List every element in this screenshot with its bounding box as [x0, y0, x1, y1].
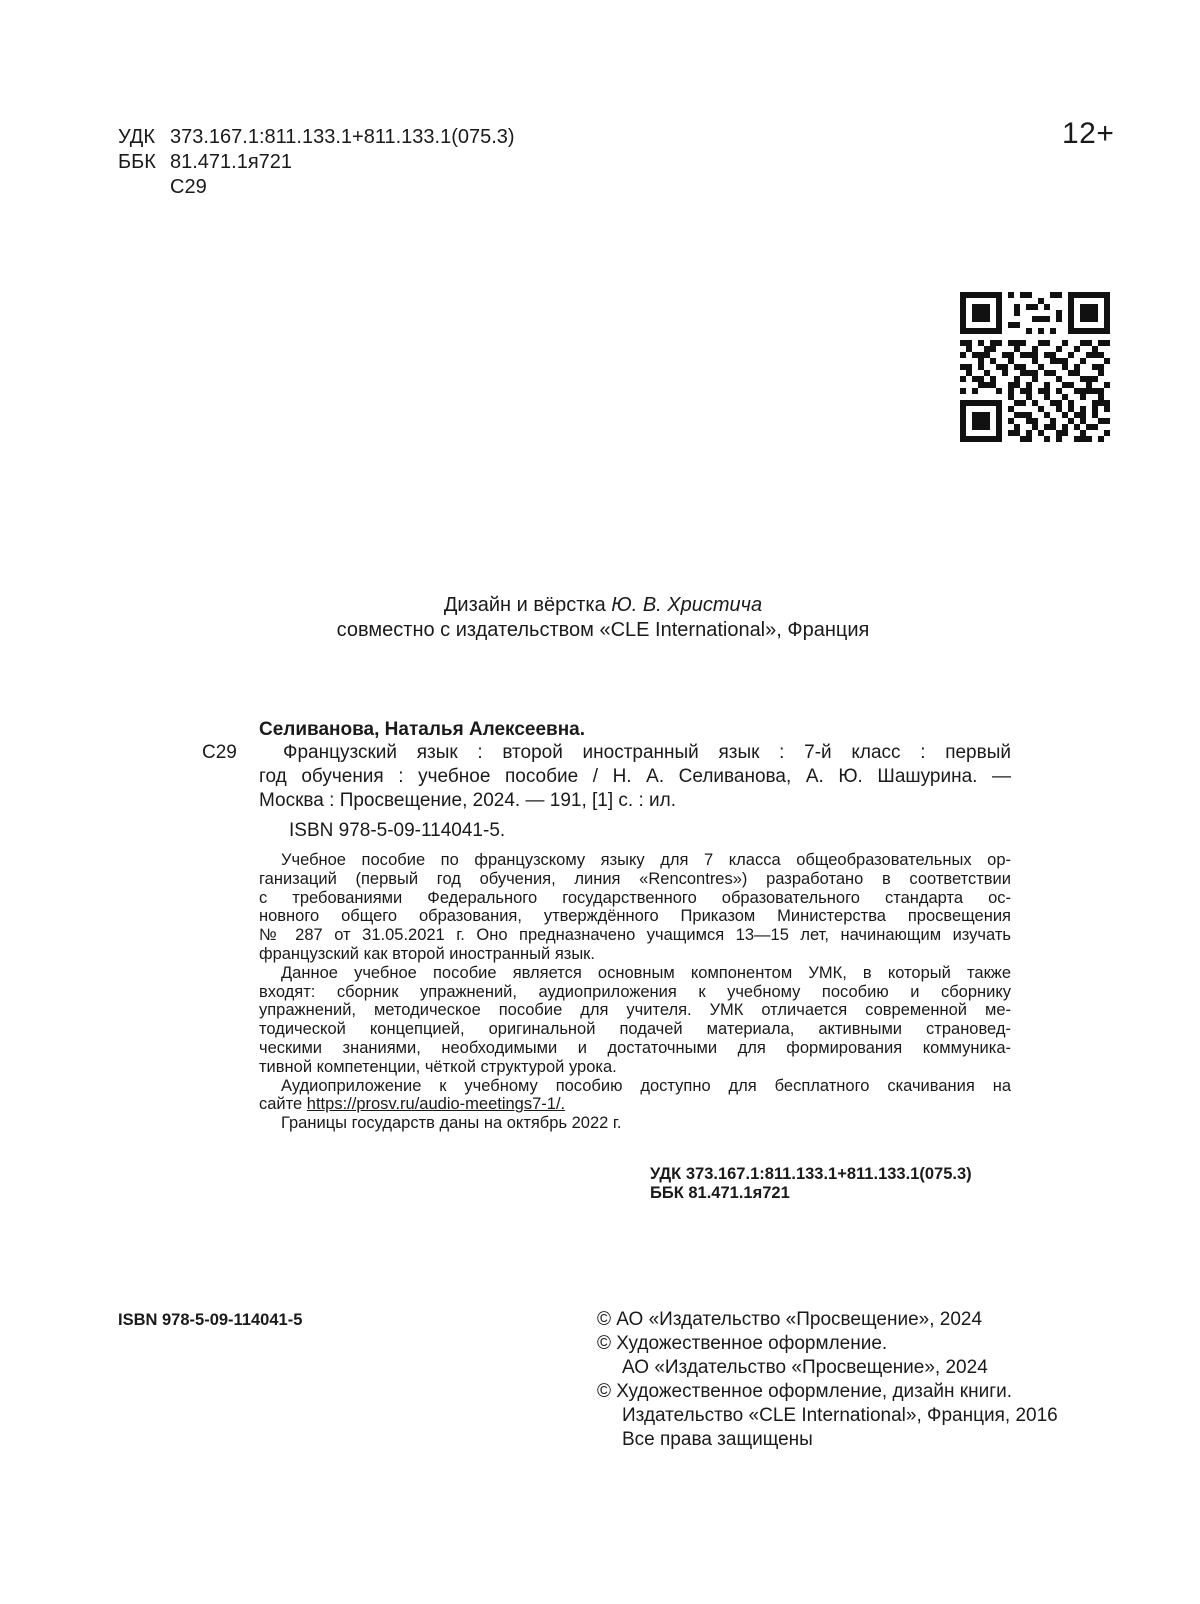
udk-value: 373.167.1:811.133.1+811.133.1(075.3) — [170, 126, 515, 148]
catalog-author-mark: С29 — [202, 742, 237, 763]
age-rating: 12+ — [1062, 117, 1115, 150]
abstract-line: тивной компетенции, чёткой структурой урока. — [259, 1057, 617, 1076]
title-line-2: год обучения : учебное пособие / Н. А. Селиванова, А. Ю. Шашурина. — — [259, 766, 1011, 787]
author-heading: Селиванова, Наталья Алексеевна. — [259, 719, 586, 740]
site-prefix: сайте — [259, 1095, 303, 1114]
classification-block — [118, 125, 515, 200]
partner-line: совместно с издательством «CLE International», Франция — [336, 619, 870, 641]
bbk-label: ББК — [118, 151, 156, 173]
abstract-line: входят: сборник упражнений, аудиоприложения к учебному пособию и сборнику — [259, 982, 1011, 1001]
abstract-line: Аудиоприложение к учебному пособию доступно для бесплатного скачивания на — [281, 1076, 1011, 1095]
copyright-block — [597, 1308, 1058, 1452]
abstract-paragraph-2 — [259, 964, 1011, 1077]
abstract-line: новного общего образования, утверждённого Приказом Министерства просвещения — [259, 907, 1011, 926]
abstract-paragraph-1 — [259, 851, 1011, 964]
title-line-3: Москва : Просвещение, 2024. — 191, [1] с. : ил. — [259, 790, 677, 811]
udk-row — [118, 125, 515, 150]
abstract-line: Учебное пособие по французскому языку для 7 класса общеобразовательных ор- — [281, 851, 1011, 869]
bottom-classification — [650, 1165, 972, 1203]
bbk-value: 81.471.1я721 — [170, 151, 293, 173]
borders-note: Границы государств даны на октябрь 2022 г. — [281, 1114, 622, 1133]
abstract-line: упражнений, методическое пособие для учителя. УМК отличается современной ме- — [259, 1001, 1011, 1020]
author-mark-row — [118, 175, 515, 200]
copyright-line: © АО «Издательство «Просвещение», 2024 — [597, 1309, 983, 1330]
abstract-line: ганизаций (первый год обучения, линия «Rencontres») разработано в соответствии — [259, 869, 1011, 888]
udk-bottom: УДК 373.167.1:811.133.1+811.133.1(075.3) — [650, 1165, 972, 1183]
bbk-row — [118, 150, 515, 175]
author-mark: С29 — [170, 176, 207, 198]
footer-isbn: ISBN 978-5-09-114041-5 — [118, 1311, 303, 1329]
udk-label: УДК — [118, 126, 156, 148]
copyright-line: © Художественное оформление. — [597, 1333, 888, 1354]
abstract-line: тодической концепцией, оригинальной подачей материала, активными страновед- — [259, 1020, 1011, 1039]
abstract — [259, 851, 1011, 1133]
audio-link-line — [259, 1095, 1011, 1114]
abstract-line: с требованиями Федерального государственного образовательного стандарта ос- — [259, 888, 1011, 907]
copyright-line: АО «Издательство «Просвещение», 2024 — [622, 1357, 988, 1378]
title-line-1: Французский язык : второй иностранный язык : 7-й класс : первый — [283, 742, 1011, 763]
design-prefix: Дизайн и вёрстка — [443, 594, 606, 616]
bibliographic-description — [259, 741, 1011, 813]
abstract-line: Данное учебное пособие является основным компонентом УМК, в который также — [281, 963, 1011, 982]
copyright-line: © Художественное оформление, дизайн книги. — [597, 1381, 1013, 1402]
audio-download-link[interactable]: https://prosv.ru/audio-meetings7-1/. — [306, 1095, 566, 1114]
abstract-line: № 287 от 31.05.2021 г. Оно предназначено учащимся 13—15 лет, начинающим изучать — [259, 926, 1011, 945]
catalog-isbn: ISBN 978-5-09-114041-5. — [289, 820, 506, 841]
bbk-bottom: ББК 81.471.1я721 — [650, 1183, 790, 1202]
abstract-line: французский как второй иностранный язык. — [259, 944, 595, 963]
credits-block — [200, 593, 1006, 643]
qr-code — [960, 292, 1110, 442]
abstract-paragraph-3 — [259, 1077, 1011, 1115]
designer-name: Ю. В. Христича — [611, 594, 763, 616]
abstract-line: ческими знаниями, необходимыми и достаточными для формирования коммуника- — [259, 1038, 1011, 1057]
design-credit — [200, 593, 1006, 618]
copyright-line: Издательство «CLE International», Франция, 2016 — [622, 1405, 1058, 1426]
copyright-line: Все права защищены — [622, 1429, 813, 1450]
